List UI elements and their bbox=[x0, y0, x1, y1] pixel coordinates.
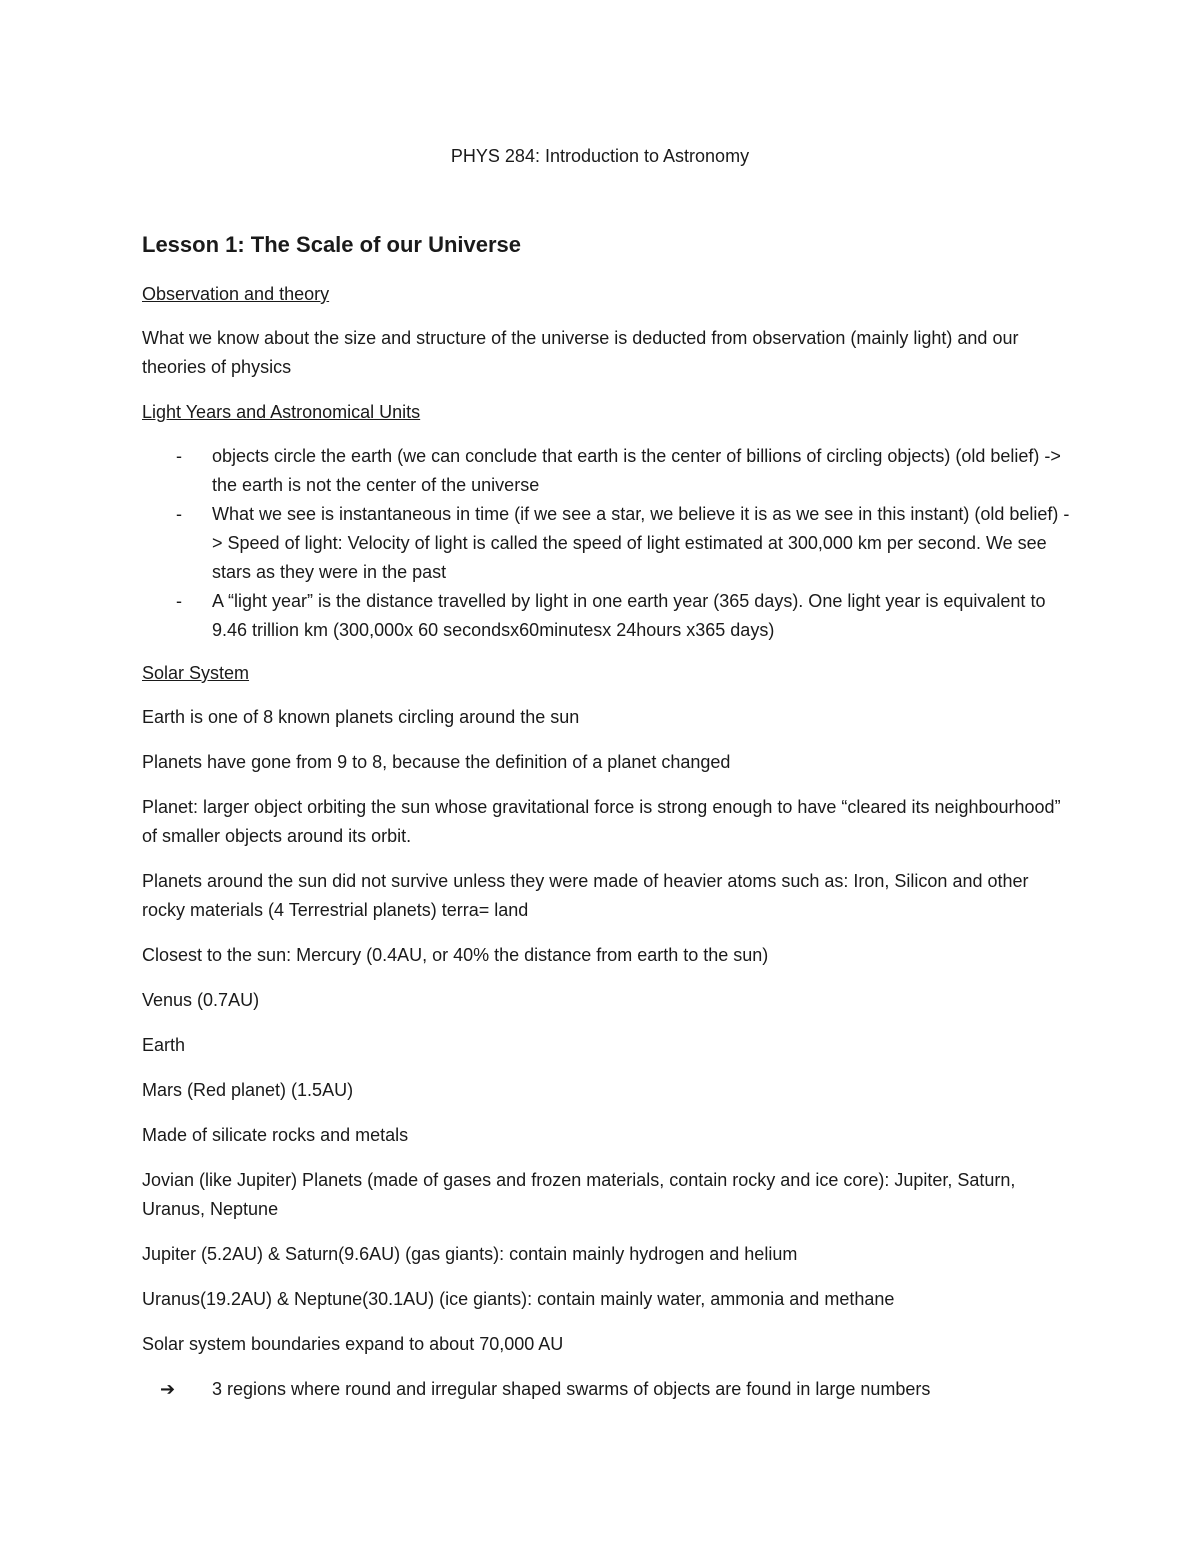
solar-system-paragraph: Venus (0.7AU) bbox=[142, 990, 260, 1010]
document-body bbox=[142, 230, 1072, 1404]
solar-system-paragraph: Closest to the sun: Mercury (0.4AU, or 40% the distance from earth to the sun) bbox=[142, 945, 769, 965]
list-item-text: What we see is instantaneous in time (if we see a star, we believe it is as we see in this instant) (old belief) -> Speed of light: Velocity of light is called the speed of light estimated at 300,000 km per second. We see stars as they were in the past bbox=[212, 504, 1070, 582]
solar-system-paragraph: Jovian (like Jupiter) Planets (made of gases and frozen materials, contain rocky and ice core): Jupiter, Saturn, Uranus, Neptune bbox=[142, 1170, 1016, 1219]
list-item bbox=[142, 587, 1072, 645]
list-item bbox=[142, 500, 1072, 587]
solar-system-paragraph: Solar system boundaries expand to about 70,000 AU bbox=[142, 1334, 564, 1354]
dash-marker: - bbox=[176, 591, 182, 611]
course-title: PHYS 284: Introduction to Astronomy bbox=[450, 146, 750, 166]
list-item-text: A “light year” is the distance travelled by light in one earth year (365 days). One light year is equivalent to 9.46 trillion km (300,000x 60 secondsx60minutesx 24hours x365 days) bbox=[212, 591, 1046, 640]
solar-system-paragraph: Uranus(19.2AU) & Neptune(30.1AU) (ice giants): contain mainly water, ammonia and methane bbox=[142, 1289, 895, 1309]
solar-system-paragraph: Mars (Red planet) (1.5AU) bbox=[142, 1080, 354, 1100]
section-heading-solar-system: Solar System bbox=[142, 663, 250, 683]
list-item bbox=[142, 442, 1072, 500]
solar-system-paragraph: Earth is one of 8 known planets circling around the sun bbox=[142, 707, 580, 727]
arrow-item-text: 3 regions where round and irregular shaped swarms of objects are found in large numbers bbox=[212, 1379, 931, 1399]
dash-marker: - bbox=[176, 504, 182, 524]
solar-system-paragraph: Made of silicate rocks and metals bbox=[142, 1125, 409, 1145]
arrow-list-item bbox=[142, 1375, 1072, 1404]
solar-system-paragraph: Planet: larger object orbiting the sun whose gravitational force is strong enough to have “cleared its neighbourhood” of smaller objects around its orbit. bbox=[142, 797, 1061, 846]
dash-marker: - bbox=[176, 446, 182, 466]
solar-system-paragraph: Earth bbox=[142, 1035, 186, 1055]
list-item-text: objects circle the earth (we can conclude that earth is the center of billions of circling objects) (old belief) -> the earth is not the center of the universe bbox=[212, 446, 1061, 495]
section-heading-light-years: Light Years and Astronomical Units bbox=[142, 402, 421, 422]
solar-system-paragraph: Jupiter (5.2AU) & Saturn(9.6AU) (gas giants): contain mainly hydrogen and helium bbox=[142, 1244, 798, 1264]
arrow-right-icon: ➔ bbox=[160, 1379, 176, 1399]
light-years-list bbox=[142, 442, 1072, 645]
solar-system-paragraph: Planets around the sun did not survive unless they were made of heavier atoms such as: Iron, Silicon and other rocky materials (4 Terrestrial planets) terra= land bbox=[142, 871, 1029, 920]
section-heading-observation: Observation and theory bbox=[142, 284, 330, 304]
solar-system-paragraph: Planets have gone from 9 to 8, because the definition of a planet changed bbox=[142, 752, 731, 772]
observation-paragraph: What we know about the size and structure of the universe is deducted from observation (mainly light) and our theories of physics bbox=[142, 328, 1019, 377]
lesson-title: Lesson 1: The Scale of our Universe bbox=[142, 232, 522, 257]
